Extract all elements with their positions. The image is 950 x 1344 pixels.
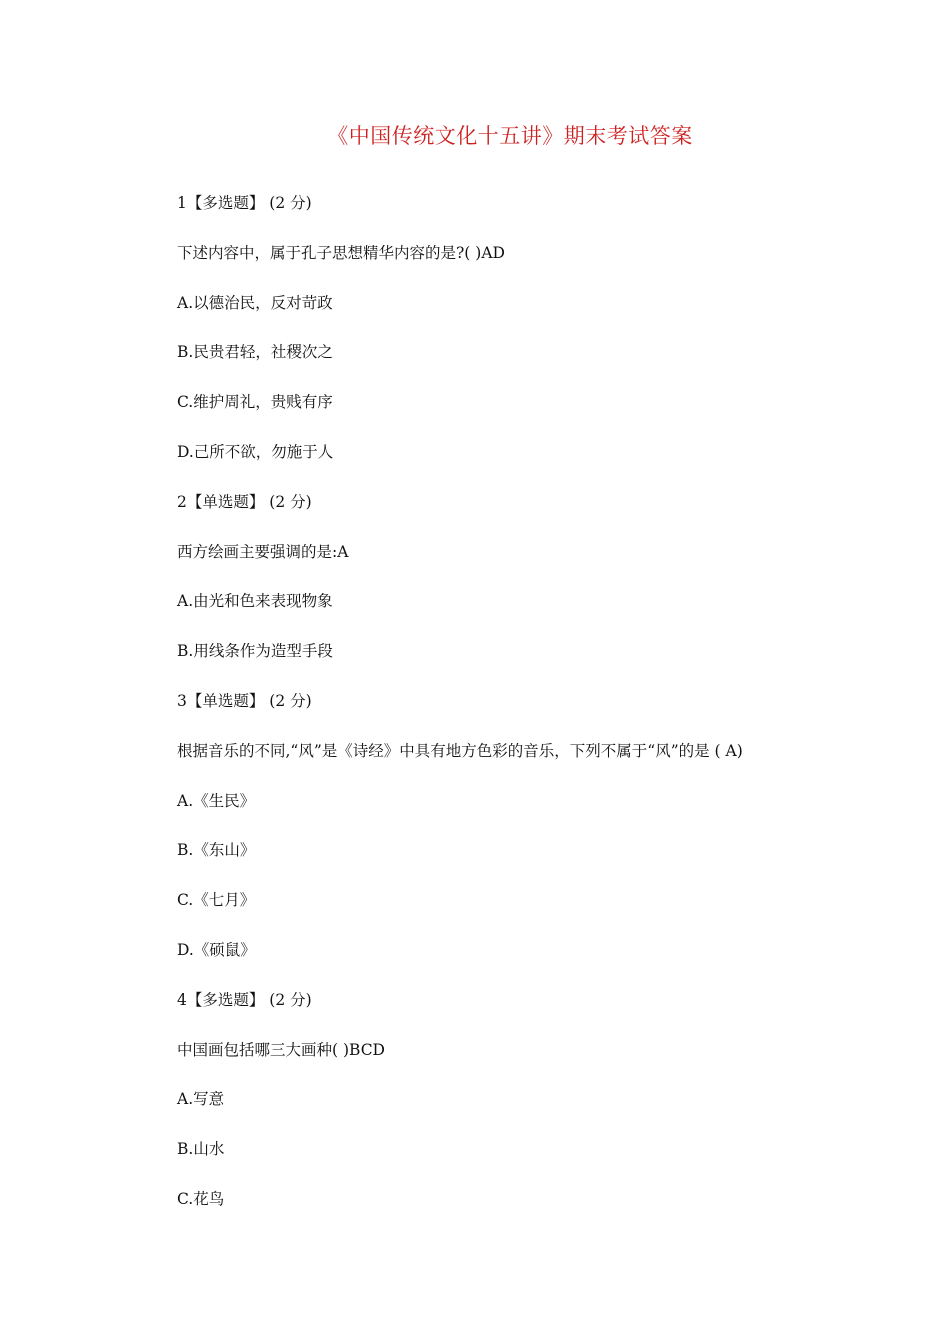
question-1-header: 1【多选题】 (2 分)	[177, 194, 312, 212]
question-2-text: 西方绘画主要强调的是:A	[177, 542, 349, 561]
question-1-option-a: A.以德治民，反对苛政	[177, 293, 333, 312]
question-1-option-b: B.民贵君轻，社稷次之	[177, 343, 333, 362]
question-3-text: 根据音乐的不同,“风”是《诗经》中具有地方色彩的音乐，下列不属于“风”的是 ( A)	[177, 741, 743, 760]
question-4-text: 中国画包括哪三大画种( )BCD	[177, 1040, 385, 1059]
question-1-option-d: D.己所不欲，勿施于人	[177, 442, 334, 461]
question-4-option-c: C.花鸟	[177, 1189, 225, 1208]
question-4-option-b: B.山水	[177, 1140, 225, 1159]
question-2-header: 2【单选题】 (2 分)	[177, 492, 312, 511]
question-1-text: 下述内容中，属于孔子思想精华内容的是?( )AD	[177, 243, 505, 262]
document-title: 《中国传统文化十五讲》期末考试答案	[327, 124, 693, 148]
question-2-option-b: B.用线条作为造型手段	[177, 642, 333, 661]
question-1-option-c: C.维护周礼，贵贱有序	[177, 393, 333, 412]
question-4-header: 4【多选题】 (2 分)	[177, 990, 312, 1009]
question-4-option-a: A.写意	[177, 1090, 225, 1109]
question-3-option-a: A.《生民》	[177, 791, 256, 810]
question-3-option-b: B.《东山》	[177, 841, 256, 860]
question-3-option-c: C.《七月》	[177, 891, 256, 910]
question-3-header: 3【单选题】 (2 分)	[177, 691, 312, 710]
document-body	[177, 190, 877, 1236]
question-2-option-a: A.由光和色来表现物象	[177, 592, 333, 611]
question-3-option-d: D.《硕鼠》	[177, 940, 256, 959]
